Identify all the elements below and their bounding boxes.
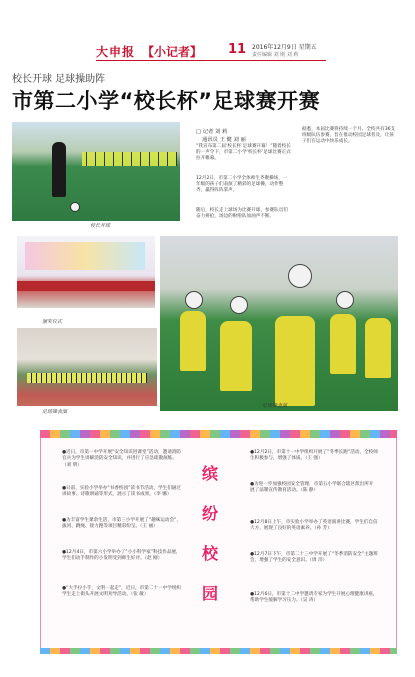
- brief-item: ●12月6日，市第十二中学邀请专家为学生开展心理健康讲座，帮助学生缓解学习压力。（吴 涛）: [250, 592, 378, 604]
- brief-item: ●“大手拉小手，文明一起走”，近日，市第二十一中学组织学生走上街头开展文明劝导活动。（张 敏）: [62, 586, 182, 598]
- soccer-ball-icon: [185, 291, 203, 309]
- brief-item: ●为进一步加强校园安全管理，市第五小学联合辖区派出所开展了法制宣传教育活动。（陈 静）: [250, 482, 374, 494]
- page-number: 11: [228, 42, 247, 57]
- photo-stage: [17, 281, 155, 291]
- masthead-logo: 大申报: [96, 45, 136, 59]
- article-paragraph: 12月2日，市第二小学全体师生齐聚操场，一年级的孩子们表演了精彩的足球操，动作整齐，赢得阵阵掌声。: [196, 176, 288, 194]
- photo-student: [330, 314, 356, 374]
- soccer-ball-icon: [288, 264, 312, 288]
- photo-student: [365, 318, 391, 378]
- article-paragraph: 据悉，本届比赛将持续一个月，全校共有36支班级队伍参赛，旨在推动校园足球普及，让孩子们在运动中快乐成长。: [302, 127, 396, 145]
- brief-item: ●12月7日下午，市第二十三中学开展了“冬季消防安全”主题班会，增强了学生的安全意识。（周 洋）: [250, 552, 378, 564]
- article-kicker: 校长开球 足球操助阵: [12, 74, 106, 85]
- byline-correspondent: 通讯员 王 健 刘 丽: [202, 137, 246, 143]
- photo-caption: 足球操表演: [42, 409, 68, 415]
- photo-crowd: [82, 152, 177, 166]
- brief-item: ●12月2日，市第十一中学组织开展了“冬季长跑”活动，全校师生积极参与，增强了体质。（王 强）: [250, 450, 378, 462]
- brief-item: ●日前，实验小学举办“书香校园”读书节活动，学生们通过讲故事、诗歌朗诵等形式，展示了读书成果。（李 娜）: [62, 486, 182, 498]
- editor-line: 责任编辑 刘 刚 刘 莉: [252, 52, 299, 58]
- byline-reporter: □ 记者 刘 莉: [196, 129, 228, 135]
- photo-caption: 校长开球: [90, 223, 111, 229]
- brief-item: ●12月4日，市第六小学举办了“小小科学家”科技作品展，学生们动手制作的小发明受到师生好评。（赵 刚）: [62, 550, 181, 562]
- photo-soccer-drill: [17, 328, 157, 406]
- brief-item: ●12月8日上午，市实验小学举办了英语演讲比赛，学生们自信大方，展现了良好的英语素养。（孙 芳）: [250, 520, 378, 532]
- header-rule: [96, 60, 326, 61]
- photo-caption: 足球操表演: [262, 403, 288, 409]
- decorative-border-bottom: [40, 648, 397, 654]
- brief-item: ●为丰富学生课余生活，市第三小学开展了“趣味运动会”，拔河、跳绳、接力跑等项目精彩纷呈。（王 丽）: [62, 518, 182, 530]
- article-headline: 市第二小学“校长杯”足球赛开赛: [12, 89, 321, 113]
- issue-date: 2016年12月9日 星期五: [252, 44, 317, 51]
- soccer-ball-icon: [336, 291, 354, 309]
- photo-student-row: [27, 373, 147, 383]
- photo-student: [275, 316, 315, 406]
- photo-student: [180, 311, 206, 371]
- soccer-ball-icon: [70, 202, 80, 212]
- photo-students-with-balls: [160, 236, 398, 411]
- soccer-ball-icon: [230, 296, 248, 314]
- section-name: 【小记者】: [142, 45, 203, 59]
- decorative-border-top: [40, 430, 397, 438]
- photo-principal-kickoff: [12, 122, 180, 221]
- photo-ceremony: [17, 236, 155, 308]
- briefs-title: 缤纷校园: [201, 464, 218, 603]
- photo-caption: 颁奖仪式: [42, 319, 63, 325]
- photo-student: [220, 321, 252, 391]
- photo-principal-figure: [52, 142, 66, 197]
- photo-banner: [25, 242, 145, 270]
- brief-item: ●近日，市第一中学开展“安全知识进课堂”活动，邀请消防官兵为学生讲解消防安全知识，并进行了应急疏散演练。（刘 明）: [62, 450, 182, 468]
- article-paragraph: “我宣布第二届‘校长杯’足球赛开幕！”随着校长的一声令下，市第二小学‘校长杯’足球比赛正式拉开帷幕。: [196, 144, 291, 162]
- article-paragraph: 随后，校长走上球场为比赛开球，参赛队员们奋力拼抢，场边的啦啦队加油声不断。: [196, 208, 288, 220]
